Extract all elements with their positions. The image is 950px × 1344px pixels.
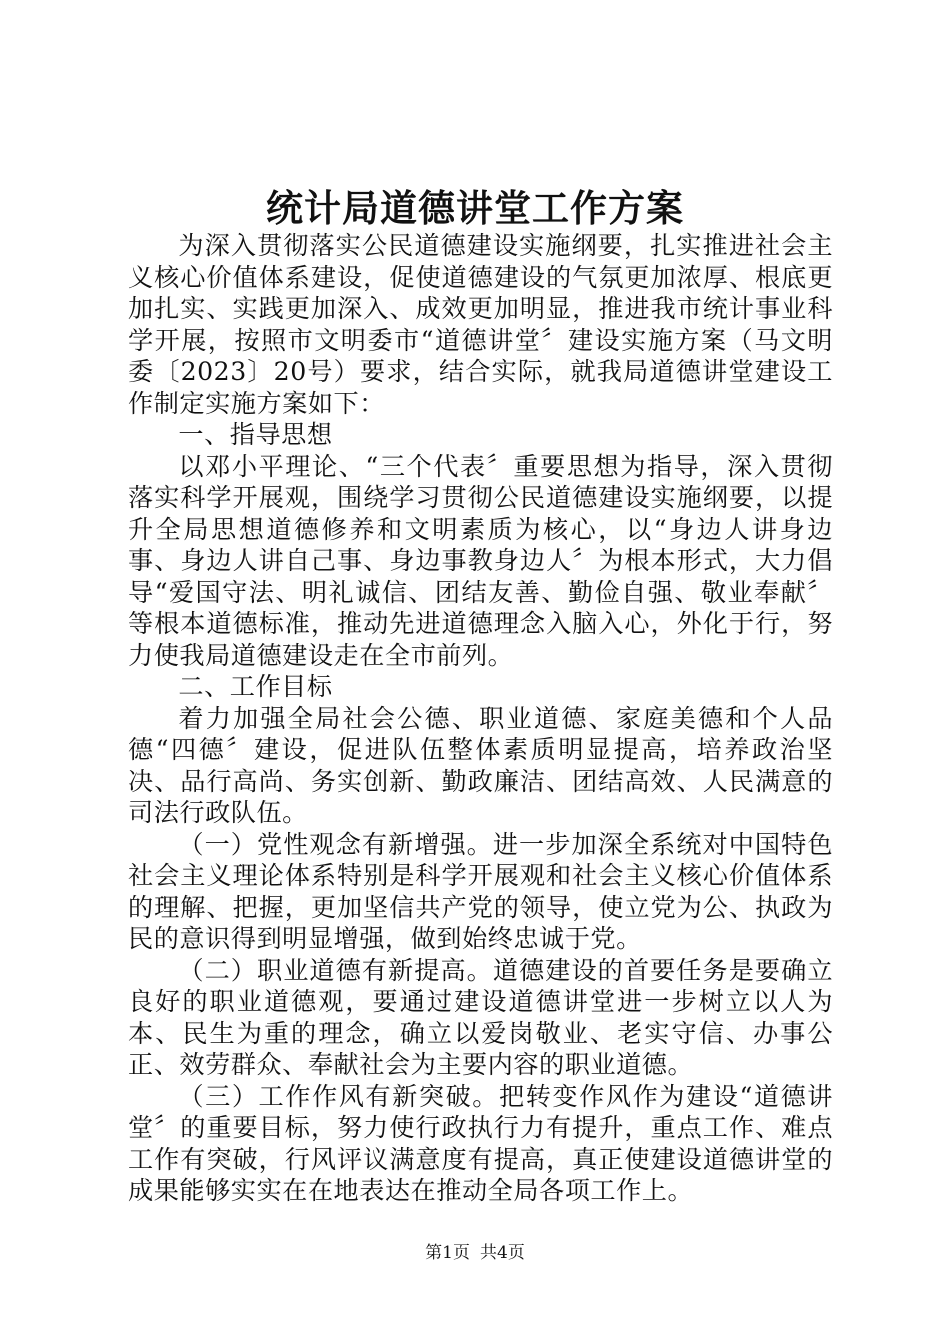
page-number: 第1页 [425,1243,470,1263]
paragraph-work-goals: 着力加强全局社会公德、职业道德、家庭美德和个人品德“四德〞建设，促进队伍整体素质明显提高，培养政治坚决、品行高尚、务实创新、勤政廉洁、团结高效、人民满意的司法行政队伍。 [128,703,833,827]
page-total: 共4页 [480,1243,525,1263]
paragraph-goal-2: （二）职业道德有新提高。道德建设的首要任务是要确立良好的职业道德观，要通过建设道德讲堂进一步树立以人为本、民生为重的理念，确立以爱岗敬业、老实守信、办事公正、效劳群众、奉献社会为主要内容的职业道德。 [128,955,833,1079]
paragraph-goal-1: （一）党性观念有新增强。进一步加深全系统对中国特色社会主义理论体系特别是科学开展观和社会主义核心价值体系的理解、把握，更加坚信共产党的领导，使立党为公、执政为民的意识得到明显增强，做到始终忠诚于党。 [128,829,833,953]
page-footer [0,1241,950,1265]
paragraph-intro: 为深入贯彻落实公民道德建设实施纲要，扎实推进社会主义核心价值体系建设，促使道德建设的气氛更加浓厚、根底更加扎实、实践更加深入、成效更加明显，推进我市统计事业科学开展，按照市文明委市“道德讲堂〞建设实施方案（马文明委〔2023〕20号）要求，结合实际，就我局道德讲堂建设工作制定实施方案如下： [128,231,833,418]
document-title: 统计局道德讲堂工作方案 [266,186,684,230]
section-heading-work-goals: 二、工作目标 [178,672,333,701]
paragraph-guiding-thought: 以邓小平理论、“三个代表〞重要思想为指导，深入贯彻落实科学开展观，围绕学习贯彻公民道德建设实施纲要，以提升全局思想道德修养和文明素质为核心，以“身边人讲身边事、身边人讲自己事、身边事教身边人〞为根本形式，大力倡导“爱国守法、明礼诚信、团结友善、勤俭自强、敬业奉献〞等根本道德标准，推动先进道德理念入脑入心，外化于行，努力使我局道德建设走在全市前列。 [128,451,833,670]
document-body [128,230,833,1207]
section-heading-guiding-thought: 一、指导思想 [178,420,333,449]
paragraph-goal-3: （三）工作作风有新突破。把转变作风作为建设“道德讲堂〞的重要目标，努力使行政执行力有提升，重点工作、难点工作有突破，行风评议满意度有提高，真正使建设道德讲堂的成果能够实实在在地表达在推动全局各项工作上。 [128,1081,833,1205]
